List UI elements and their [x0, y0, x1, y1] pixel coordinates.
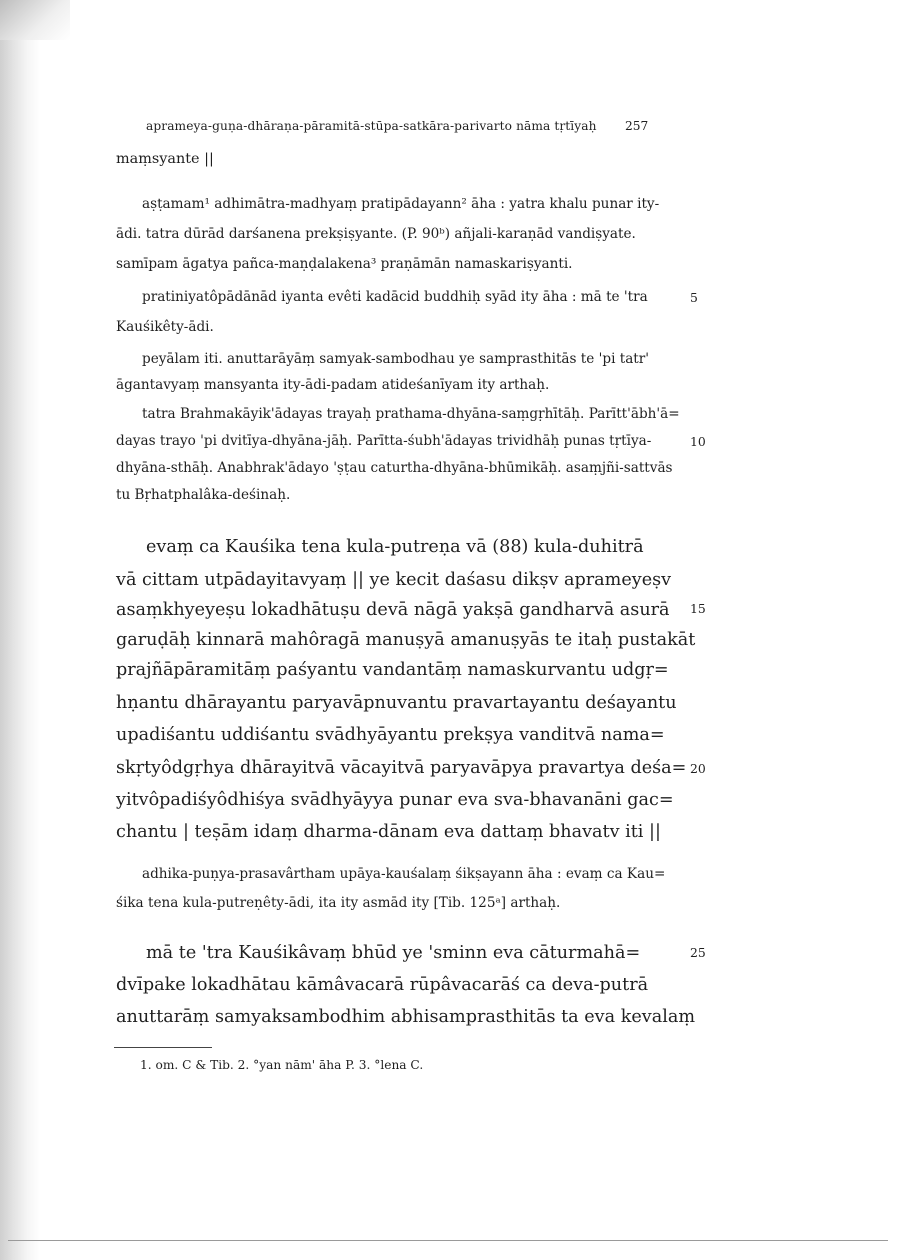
text-line: vā cittam utpādayitavyaṃ || ye kecit daśasu dikṣv aprameyeṣv [116, 570, 672, 590]
text-line: dhyāna-sthāḥ. Anabhrak'ādayo 'ṣṭau caturtha-dhyāna-bhūmikāḥ. asaṃjñi-sattvās [116, 460, 673, 476]
scan-edge-shadow [0, 0, 40, 1260]
scan-corner-shadow [0, 0, 70, 40]
text-line: pratiniyatôpādānād iyanta evêti kadācid buddhiḥ syād ity āha : mā te 'tra [142, 289, 648, 305]
footnote-rule [114, 1047, 212, 1048]
text-line: mā te 'tra Kauśikâvaṃ bhūd ye 'sminn eva cāturmahā= [146, 943, 641, 963]
text-line: dayas trayo 'pi dvitīya-dhyāna-jāḥ. Parītta-śubh'ādayas trividhāḥ punas tṛtīya- [116, 433, 652, 449]
text-line: āgantavyaṃ mansyanta ity-ādi-padam atideśanīyam ity arthaḥ. [116, 377, 550, 393]
text-line: peyālam iti. anuttarāyāṃ samyak-sambodhau ye samprasthitās te 'pi tatr' [142, 351, 650, 367]
text-line: dvīpake lokadhātau kāmâvacarā rūpâvacarāś ca deva-putrā [116, 975, 649, 995]
text-line: tu Bṛhatphalâka-deśinaḥ. [116, 487, 291, 503]
text-line: tatra Brahmakāyik'ādayas trayaḥ prathama-dhyāna-saṃgṛhītāḥ. Parītt'ābh'ā= [142, 406, 680, 422]
page-number: 257 [625, 119, 649, 133]
text-line: maṃsyante || [116, 151, 214, 167]
line-number: 20 [690, 761, 706, 776]
text-line: aṣṭamam¹ adhimātra-madhyaṃ pratipādayann² āha : yatra khalu punar ity- [142, 196, 660, 212]
scan-bottom-edge [8, 1240, 888, 1241]
text-line: adhika-puṇya-prasavârtham upāya-kauśalaṃ śikṣayann āha : evaṃ ca Kau= [142, 866, 666, 882]
text-line: yitvôpadiśyôdhiśya svādhyāyya punar eva sva-bhavanāni gac= [116, 790, 674, 810]
line-number: 25 [690, 945, 706, 960]
running-title: aprameya-guṇa-dhāraṇa-pāramitā-stūpa-satkāra-parivarto nāma tṛtīyaḥ [146, 119, 597, 133]
text-line: asaṃkhyeyeṣu lokadhātuṣu devā nāgā yakṣā gandharvā asurā [116, 600, 670, 620]
footnotes: 1. om. C & Tib. 2. °yan nām' āha P. 3. °lena C. [140, 1058, 424, 1072]
text-line: evaṃ ca Kauśika tena kula-putreṇa vā (88) kula-duhitrā [146, 537, 644, 557]
text-line: hṇantu dhārayantu paryavāpnuvantu pravartayantu deśayantu [116, 693, 677, 713]
text-line: prajñāpāramitāṃ paśyantu vandantāṃ namaskurvantu udgṛ= [116, 660, 669, 680]
line-number: 15 [690, 601, 706, 616]
text-line: ādi. tatra dūrād darśanena prekṣiṣyante. (P. 90ᵇ) añjali-karaṇād vandiṣyate. [116, 226, 636, 242]
text-line: upadiśantu uddiśantu svādhyāyantu prekṣya vanditvā nama= [116, 725, 665, 745]
text-line: Kauśikêty-ādi. [116, 319, 214, 335]
text-line: samīpam āgatya pañca-maṇḍalakena³ praṇāmān namaskariṣyanti. [116, 256, 573, 272]
text-line: skṛtyôdgṛhya dhārayitvā vācayitvā paryavāpya pravartya deśa= [116, 758, 687, 778]
line-number: 10 [690, 434, 706, 449]
text-line: śika tena kula-putreṇêty-ādi, ita ity asmād ity [Tib. 125ᵃ] arthaḥ. [116, 895, 561, 911]
line-number: 5 [690, 290, 698, 305]
text-line: garuḍāḥ kinnarā mahôragā manuṣyā amanuṣyās te itaḥ pustakāt [116, 630, 696, 650]
text-line: chantu | teṣām idaṃ dharma-dānam eva dattaṃ bhavatv iti || [116, 822, 661, 842]
text-line: anuttarāṃ samyaksambodhim abhisamprasthitās ta eva kevalaṃ [116, 1007, 695, 1027]
